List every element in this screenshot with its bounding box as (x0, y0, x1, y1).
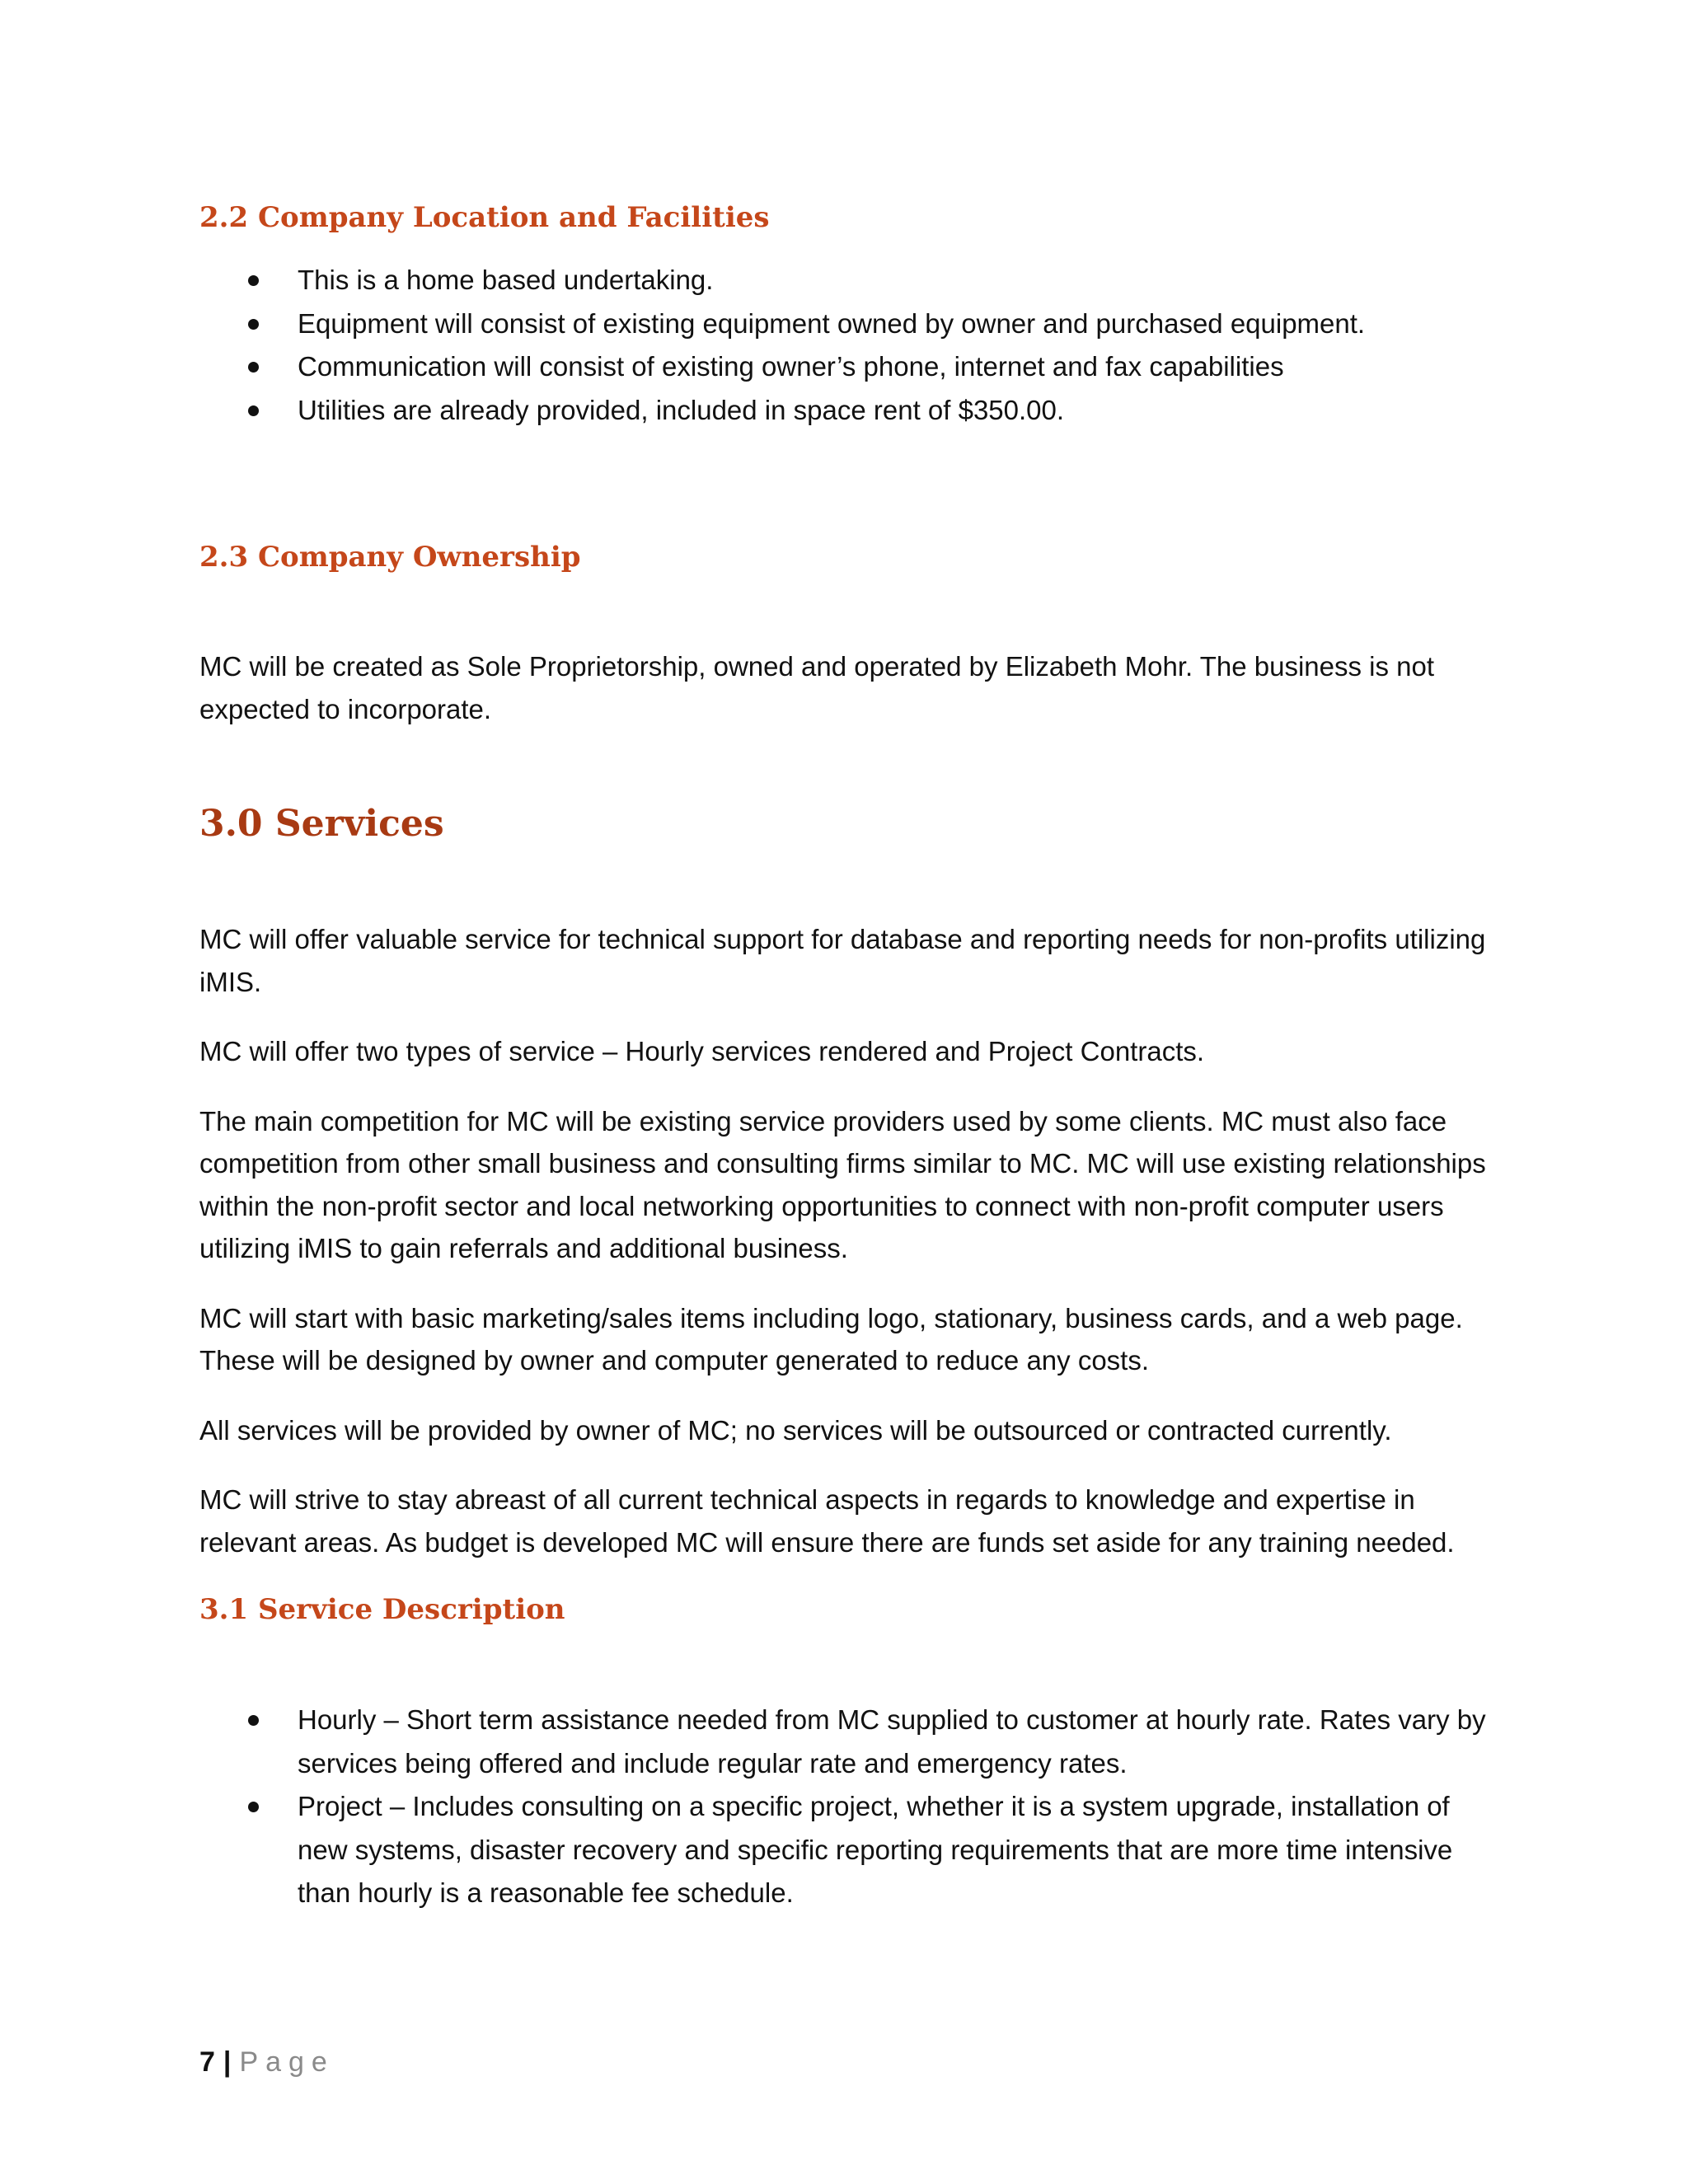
heading-company-ownership: 2.3 Company Ownership (199, 541, 581, 574)
ownership-paragraph: MC will be created as Sole Proprietorship, owned and operated by Elizabeth Mohr. The business is not expected to incorporate. (199, 651, 1435, 724)
page-number: 7 (199, 2046, 215, 2078)
list-item: This is a home based undertaking. (199, 259, 1502, 302)
bullet-icon (248, 405, 259, 416)
list-item: Communication will consist of existing owner’s phone, internet and fax capabilities (199, 345, 1502, 389)
bullet-icon (248, 362, 259, 373)
bullet-icon (248, 1715, 259, 1726)
page-footer (199, 2044, 335, 2080)
page-label: Page (239, 2046, 335, 2078)
location-bullet-list (199, 259, 1502, 432)
services-paragraph: MC will strive to stay abreast of all current technical aspects in regards to knowledge and expertise in relevant areas. As budget is developed MC will ensure there are funds set aside for any training needed. (199, 1484, 1455, 1558)
bullet-icon (248, 1802, 259, 1812)
list-item: Equipment will consist of existing equipment owned by owner and purchased equipment. (199, 302, 1502, 346)
services-paragraph: MC will offer two types of service – Hourly services rendered and Project Contracts. (199, 1036, 1205, 1066)
heading-company-location: 2.2 Company Location and Facilities (199, 201, 770, 234)
services-paragraph: MC will start with basic marketing/sales items including logo, stationary, business cards, and a web page. These will be designed by owner and computer generated to reduce any costs. (199, 1302, 1463, 1376)
heading-services: 3.0 Services (199, 803, 444, 845)
list-item: Hourly – Short term assistance needed from MC supplied to customer at hourly rate. Rates vary by services being offered and include regular rate and emergency rates. (199, 1699, 1502, 1785)
list-item: Project – Includes consulting on a specific project, whether it is a system upgrade, installation of new systems, disaster recovery and specific reporting requirements that are more time intensive than hourly is a reasonable fee schedule. (199, 1785, 1502, 1915)
bullet-icon (248, 275, 259, 286)
footer-separator: | (223, 2046, 232, 2078)
service-description-bullet-list (199, 1699, 1502, 1915)
page-content (199, 198, 1502, 1915)
heading-service-description: 3.1 Service Description (199, 1593, 565, 1626)
services-paragraph: All services will be provided by owner of MC; no services will be outsourced or contracted currently. (199, 1414, 1392, 1446)
services-paragraph: MC will offer valuable service for technical support for database and reporting needs for non-profits utilizing iMIS. (199, 924, 1486, 997)
bullet-icon (248, 319, 259, 330)
services-paragraph: The main competition for MC will be existing service providers used by some clients. MC must also face competition from other small business and consulting firms similar to MC. MC will use existing relationships within the non-profit sector and local networking opportunities to connect with non-profit computer users utilizing iMIS to gain referrals and additional business. (199, 1105, 1486, 1263)
list-item: Utilities are already provided, included in space rent of $350.00. (199, 389, 1502, 433)
